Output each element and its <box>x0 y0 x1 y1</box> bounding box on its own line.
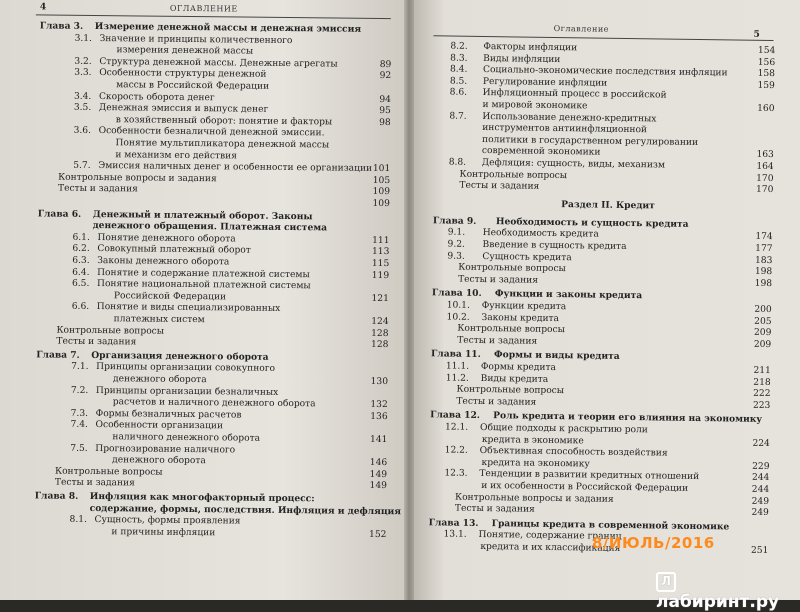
entry-title: Дефляция: сущность, виды, механизм <box>481 157 666 171</box>
chapter-number: Глава 3. <box>39 20 84 32</box>
entry-title: Тенденции в развитии кредитных отношений <box>479 469 700 483</box>
entry-title: Контрольные вопросы и задания <box>454 492 614 505</box>
page-ref: 211 <box>753 365 771 377</box>
entry-title: Особенности структуры денежной <box>99 68 267 81</box>
page-ref: 128 <box>371 328 389 339</box>
page-ref: 141 <box>370 434 388 446</box>
entry-title: Контрольные вопросы <box>458 262 566 275</box>
section-number: 9.2. <box>447 239 466 250</box>
entry-title: Виды кредита <box>480 373 549 385</box>
chapter-title: Формы и виды кредита <box>493 349 620 363</box>
page-ref: 94 <box>379 94 392 105</box>
section-number: 7.3. <box>70 408 89 419</box>
entry-title: в хозяйственный оборот: понятие и факторы <box>115 115 333 128</box>
entry-title: Тесты и задания <box>457 335 538 347</box>
entry-title: Формы безналичных расчетов <box>95 408 242 421</box>
page-ref: 124 <box>371 316 389 328</box>
entry-title: и их особенности в Российской Федерации <box>481 480 689 494</box>
page-ref: 149 <box>369 469 388 480</box>
entry-title: Прогнозирование наличного <box>95 443 236 456</box>
page-ref: 109 <box>372 198 390 210</box>
entry-title: денежного оборота <box>112 455 206 467</box>
section-number: 9.1. <box>447 227 466 239</box>
section-number: 11.2. <box>445 373 469 384</box>
section-number: 3.1. <box>74 33 93 44</box>
entry-title: Контрольные вопросы и задания <box>58 172 217 185</box>
page-ref: 152 <box>369 529 387 540</box>
section-number: 3.4. <box>73 91 92 102</box>
entry-title: Необходимость кредита <box>482 228 599 240</box>
header-rule <box>36 14 391 19</box>
entry-title: Понятие денежного оборота <box>97 232 236 245</box>
section-number: 10.2. <box>446 312 470 323</box>
chapter-title: Границы кредита в современной экономике <box>491 517 730 533</box>
section-number: 6.6. <box>71 302 90 313</box>
entry-title: политики в государственном регулировании <box>481 134 699 148</box>
entry-title: инструментов антиинфляционной <box>482 123 648 136</box>
page-ref: 209 <box>753 327 772 339</box>
page-ref: 229 <box>752 461 770 472</box>
page-ref: 160 <box>757 103 775 115</box>
entry-title: Сущность кредита <box>482 251 572 263</box>
page-ref: 119 <box>371 270 390 281</box>
entry-title: Скорость оборота денег <box>98 91 215 103</box>
page-ref: 183 <box>754 255 773 266</box>
entry-title: Общие подходы к раскрытию роли <box>479 422 648 436</box>
page-ref: 154 <box>757 45 776 57</box>
entry-title: Тесты и задания <box>459 180 540 192</box>
section-number: 11.1. <box>445 361 470 372</box>
section-number: 8.1. <box>69 514 87 526</box>
page-ref: 223 <box>752 400 771 411</box>
section-number: 8.5. <box>449 76 468 87</box>
section-number: 3.6. <box>73 126 92 137</box>
entry-title: современной экономики <box>481 146 601 159</box>
entry-title: Понятие и содержание платежной системы <box>97 267 310 280</box>
page-ref: 249 <box>751 507 769 519</box>
page-ref: 224 <box>752 438 770 449</box>
chapter-title: денежного обращения. Платежная система <box>92 220 328 234</box>
chapter-title: Инфляция как многофакторный процесс: <box>89 490 315 505</box>
entry-title: Понятие национальной платежной системы <box>96 279 311 292</box>
date-stamp: 8/ИЮЛЬ/2016 <box>592 534 715 552</box>
chapter-number: Глава 8. <box>34 490 79 502</box>
entry-title: Структура денежной массы. Денежные агрегаты <box>99 56 338 70</box>
entry-title: Эмиссия наличных денег и особенности ее организации <box>98 161 373 175</box>
entry-title: Значение и принципы количественного <box>99 33 293 46</box>
section-number: 3.5. <box>73 102 92 114</box>
entry-title: Тесты и задания <box>54 477 135 489</box>
section-number: 8.4. <box>449 64 468 75</box>
chapter-number: Глава 10. <box>431 287 482 300</box>
section-number: 12.3. <box>444 468 468 480</box>
entry-title: и причины инфляции <box>111 526 216 539</box>
entry-title: Законы денежного оборота <box>97 256 230 268</box>
entry-title: Особенности организации <box>95 420 224 432</box>
entry-title: Использование денежно-кредитных <box>482 111 657 124</box>
page-ref: 146 <box>369 458 388 469</box>
entry-title: Тесты и задания <box>458 274 539 286</box>
entry-title: Регулирование инфляции <box>482 76 608 89</box>
page-number: 5 <box>753 29 760 40</box>
entry-title: Понятие и виды специализированных <box>96 302 281 315</box>
chapter-title: Необходимость и сущность кредита <box>495 215 689 230</box>
entry-title: Контрольные вопросы <box>459 169 568 181</box>
entry-title: Факторы инфляции <box>483 41 578 54</box>
entry-title: Функции кредита <box>481 300 567 313</box>
section-number: 3.3. <box>74 68 92 79</box>
entry-title: Законы кредита <box>481 312 560 324</box>
entry-title: Принципы организации безналичных <box>95 385 279 398</box>
page-ref: 170 <box>756 173 774 184</box>
page-number: 4 <box>39 2 47 13</box>
chapter-title: содержание, формы, последствия. Инфляция и дефляция <box>89 502 402 517</box>
page-ref: 115 <box>371 258 390 270</box>
page-ref: 158 <box>757 68 776 80</box>
page-ref: 159 <box>757 80 775 91</box>
right-page <box>414 0 800 600</box>
running-head: Оглавление <box>553 23 610 34</box>
page-ref: 128 <box>370 340 389 351</box>
page-ref: 121 <box>371 293 389 304</box>
entry-title: Объективная способность воздействия <box>479 446 668 459</box>
page-ref: 244 <box>751 473 770 484</box>
chapter-title: Роль кредита и теории его влияния на экономику <box>493 410 763 426</box>
entry-title: Социально-экономические последствия инфляции <box>482 65 728 79</box>
entry-title: Формы кредита <box>480 361 556 374</box>
entry-title: наличного денежного оборота <box>112 432 261 444</box>
entry-title: Тесты и задания <box>456 396 537 408</box>
chapter-number: Глава 6. <box>37 208 82 220</box>
entry-title: платежных систем <box>113 314 205 326</box>
entry-title: расчетов и наличного денежного оборота <box>112 397 316 410</box>
entry-title: кредита и их классификация <box>480 541 621 554</box>
page-ref: 222 <box>753 388 771 400</box>
section-number: 8.8. <box>448 157 467 168</box>
section-number: 7.2. <box>70 385 89 396</box>
entry-title: Денежная эмиссия и выпуск денег <box>98 103 269 116</box>
page-ref: 198 <box>754 278 773 289</box>
chapter-number: Глава 9. <box>432 215 477 227</box>
section-number: 12.1. <box>444 422 469 433</box>
entry-title: Особенности безналичной денежной эмиссии. <box>98 126 325 139</box>
page-ref: 111 <box>372 235 390 246</box>
page-ref: 109 <box>372 187 391 198</box>
entry-title: массы в Российской Федерации <box>116 80 270 92</box>
section-number: 12.2. <box>444 445 468 456</box>
page-ref: 177 <box>755 243 773 255</box>
section-number: 3.2. <box>74 56 92 67</box>
entry-title: Контрольные вопросы <box>55 466 163 478</box>
page-ref: 98 <box>379 117 391 128</box>
page-ref: 205 <box>754 316 772 327</box>
chapter-number: Глава 13. <box>428 517 479 529</box>
page-ref: 156 <box>757 57 776 68</box>
labirint-logo-icon: Л <box>656 572 676 592</box>
chapter-number: Глава 12. <box>430 409 481 422</box>
chapter-number: Глава 7. <box>36 349 80 361</box>
section-number: 8.3. <box>450 53 468 64</box>
entry-title: Введение в сущность кредита <box>482 239 627 252</box>
entry-title: денежного оборота <box>112 374 207 386</box>
section-number: 5.7. <box>73 160 91 172</box>
right-page-content <box>414 0 800 600</box>
entry-title: Виды инфляции <box>483 53 561 65</box>
entry-title: измерения денежной массы <box>116 45 254 57</box>
page-ref: 105 <box>372 175 391 186</box>
page-ref: 132 <box>370 400 388 411</box>
section-number: 9.3. <box>447 251 465 262</box>
section-number: 8.2. <box>450 41 468 52</box>
entry-title: Тесты и задания <box>454 503 535 515</box>
section-number: 6.1. <box>72 232 90 243</box>
entry-title: Сущность, формы проявления <box>94 515 241 527</box>
entry-title: Контрольные вопросы <box>457 323 565 336</box>
section-number: 8.6. <box>449 87 468 99</box>
chapter-title: Функции и законы кредита <box>494 288 643 302</box>
page-ref: 200 <box>754 304 772 316</box>
page-ref: 209 <box>753 339 772 350</box>
entry-title: Понятие, содержание границ <box>478 530 622 543</box>
left-page-content <box>0 0 404 600</box>
section-number: 13.1. <box>443 529 467 541</box>
entry-title: Тесты и задания <box>56 336 137 348</box>
page-ref: 149 <box>369 481 387 492</box>
entry-title: кредита в экономике <box>481 434 584 447</box>
section-number: 6.5. <box>71 278 90 290</box>
section-number: 7.4. <box>70 420 88 431</box>
page-ref: 101 <box>372 164 391 175</box>
page-ref: 136 <box>370 411 388 422</box>
entry-title: Тесты и задания <box>57 184 138 195</box>
page-ref: 249 <box>751 496 770 507</box>
section-title: Раздел II. Кредит <box>561 198 655 212</box>
entry-title: и механизм его действия <box>115 149 238 162</box>
page-ref: 164 <box>756 161 774 173</box>
entry-title: Принципы организации совокупного <box>96 362 276 375</box>
chapter-title: Денежный и платежный оборот. Законы <box>92 208 313 222</box>
page-ref: 174 <box>755 232 773 243</box>
section-number: 6.2. <box>72 244 90 255</box>
page-ref: 113 <box>371 247 390 258</box>
section-number: 6.3. <box>72 255 90 266</box>
entry-title: Инфляционный процесс в российской <box>482 88 667 101</box>
entry-title: и мировой экономике <box>482 99 588 112</box>
entry-title: Контрольные вопросы <box>456 384 565 397</box>
page-ref: 251 <box>750 545 769 557</box>
page-ref: 244 <box>751 484 770 496</box>
entry-title: Российской Федерации <box>113 291 227 303</box>
page-ref: 89 <box>379 59 392 70</box>
entry-title: Понятие мультипликатора денежной массы <box>115 138 330 151</box>
page-ref: 92 <box>379 71 392 82</box>
entry-title: Контрольные вопросы <box>56 325 165 337</box>
chapter-title: Измерение денежной массы и денежная эмиссия <box>94 20 362 35</box>
page-ref: 163 <box>756 150 774 161</box>
section-number: 10.1. <box>446 300 470 311</box>
chapter-number: Глава 11. <box>430 348 481 361</box>
page-ref: 170 <box>755 184 774 196</box>
section-number: 7.1. <box>71 362 89 373</box>
entry-title: кредита на экономику <box>481 457 590 470</box>
section-number: 8.7. <box>449 111 467 122</box>
chapter-title: Организация денежного оборота <box>91 349 269 363</box>
page-ref: 198 <box>754 266 773 278</box>
entry-title: Совокупный платежный оборот <box>97 244 251 257</box>
logo-text: лабиринт.ру <box>656 592 780 612</box>
page-ref: 130 <box>370 376 389 388</box>
page-ref: 218 <box>753 377 771 388</box>
section-number: 7.5. <box>70 443 88 454</box>
left-page <box>0 0 404 600</box>
labirint-logo <box>656 567 800 612</box>
page-ref: 95 <box>379 106 391 117</box>
section-number: 6.4. <box>72 267 90 278</box>
running-head: ОГЛАВЛЕНИЕ <box>169 3 238 14</box>
book-gutter <box>404 0 414 600</box>
